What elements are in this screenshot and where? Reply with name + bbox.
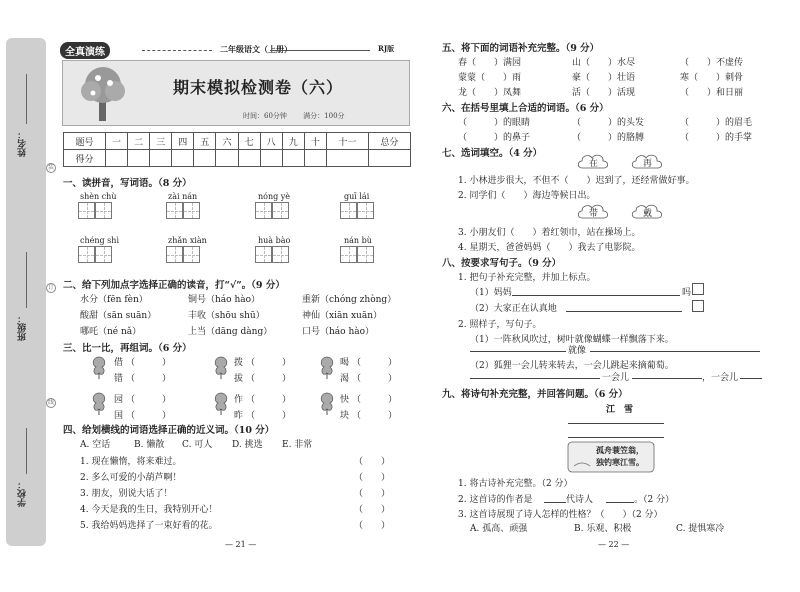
score-table-score-row bbox=[64, 150, 411, 167]
char-b: 昨 bbox=[234, 411, 244, 421]
pinyin-label: shèn chù bbox=[80, 192, 117, 201]
modifier-blank[interactable]: （ ）的头发 bbox=[572, 118, 645, 128]
word-blank[interactable]: （ ） bbox=[126, 411, 172, 421]
writing-grid[interactable] bbox=[78, 246, 112, 263]
score-row-label: 得分 bbox=[64, 150, 106, 167]
score-header-cell: 四 bbox=[172, 133, 194, 150]
synonym-option: A. 空话 bbox=[80, 440, 111, 450]
char-a: 作 bbox=[234, 395, 244, 405]
idiom-blank[interactable]: （ ）和日丽 bbox=[680, 88, 744, 98]
section-1-title: 一、读拼音，写词语。（8 分） bbox=[63, 178, 192, 189]
score-header-cell: 十 bbox=[304, 133, 326, 150]
char-b: 错 bbox=[114, 374, 124, 384]
cloud-word: 带 bbox=[589, 209, 599, 219]
reading-choice[interactable]: 口号（háo hào） bbox=[302, 327, 375, 337]
fill-sentence[interactable]: 4. 星期天，爸爸妈妈（ ）我去了电影院。 bbox=[458, 243, 641, 253]
header-divider bbox=[270, 50, 370, 51]
score-header-cell: 三 bbox=[150, 133, 172, 150]
answer-option[interactable]: B. 乐观、积极 bbox=[574, 524, 632, 534]
score-header-cell: 五 bbox=[194, 133, 216, 150]
writing-grid[interactable] bbox=[255, 246, 289, 263]
score-cell[interactable] bbox=[172, 150, 194, 167]
score-header-cell: 题号 bbox=[64, 133, 106, 150]
synonym-option: B. 懒散 bbox=[134, 440, 165, 450]
pattern-word: ，一会儿 bbox=[702, 373, 739, 383]
word-blank[interactable]: （ ） bbox=[246, 374, 292, 384]
score-header-cell: 二 bbox=[128, 133, 150, 150]
answer-line[interactable] bbox=[566, 301, 682, 312]
modifier-blank[interactable]: （ ）的眉毛 bbox=[680, 118, 753, 128]
pinyin-label: zài nán bbox=[168, 192, 198, 201]
char-a: 快 bbox=[340, 395, 350, 405]
idiom-blank[interactable]: 豪（ ）壮语 bbox=[572, 73, 636, 83]
exam-full-score: 满分：100分 bbox=[303, 112, 345, 120]
reading-choice[interactable]: 哪吒（né nǎ） bbox=[80, 327, 142, 337]
flower-icon bbox=[88, 353, 110, 379]
answer-line[interactable] bbox=[590, 343, 760, 352]
modifier-blank[interactable]: （ ）的眼睛 bbox=[458, 118, 531, 128]
cloud-word: 再 bbox=[643, 159, 653, 169]
pattern-word: 就像 bbox=[568, 346, 587, 356]
score-header-cell: 一 bbox=[105, 133, 127, 150]
class-label: 班级： bbox=[18, 314, 28, 341]
poem-question: 3. 这首诗展现了诗人怎样的性格？（ ）（2 分） bbox=[458, 510, 663, 520]
poem-question: 1. 将古诗补充完整。（2 分） bbox=[458, 479, 573, 489]
tree-illustration-icon bbox=[73, 63, 133, 125]
edition-label: RJ版 bbox=[378, 44, 395, 53]
synonym-item: 4. 今天是我的生日，我特别开心！ bbox=[80, 505, 218, 515]
writing-grid[interactable] bbox=[78, 202, 112, 219]
exam-meta bbox=[243, 111, 359, 121]
sentence-start: （1）妈妈 bbox=[470, 288, 512, 298]
word-blank[interactable]: （ ） bbox=[352, 358, 398, 368]
synonym-option: D. 挑选 bbox=[232, 440, 263, 450]
section-9-title: 九、将诗句补充完整，并回答问题。（6 分） bbox=[442, 389, 628, 400]
idiom-blank[interactable]: 山（ ）水尽 bbox=[572, 58, 636, 68]
pinyin-label: guī lái bbox=[344, 192, 370, 201]
score-table bbox=[63, 132, 411, 167]
modifier-blank[interactable]: （ ）的鼻子 bbox=[458, 133, 531, 143]
example-sentence: （1）一阵秋风吹过，树叶就像蝴蝶一样飘落下来。 bbox=[470, 335, 674, 345]
cloud-word: 在 bbox=[589, 159, 599, 169]
score-header-cell: 八 bbox=[260, 133, 282, 150]
binding-hole: 装 bbox=[47, 164, 54, 171]
fill-sentence[interactable]: 1. 小林进步很大，不但不（ ）迟到了，还经常做好事。 bbox=[458, 176, 695, 186]
char-a: 借 bbox=[114, 358, 124, 368]
class-line[interactable] bbox=[26, 252, 27, 308]
flower-icon bbox=[88, 389, 110, 415]
score-cell[interactable] bbox=[105, 150, 127, 167]
series-logo: 全真演练 bbox=[60, 42, 110, 59]
score-header-cell: 九 bbox=[282, 133, 304, 150]
score-cell[interactable] bbox=[194, 150, 216, 167]
exam-title: 期末模拟检测卷（六） bbox=[173, 78, 344, 97]
word-blank[interactable]: （ ） bbox=[352, 411, 398, 421]
score-cell[interactable] bbox=[238, 150, 260, 167]
school-line[interactable] bbox=[26, 428, 27, 474]
poem-line: 独钓寒江雪。 bbox=[596, 457, 644, 467]
poem-line: 孤舟蓑笠翁， bbox=[596, 445, 644, 455]
char-a: 园 bbox=[114, 395, 124, 405]
score-table-header-row bbox=[64, 133, 411, 150]
reading-choice[interactable]: 铜号（háo hào） bbox=[188, 295, 261, 305]
example-sentence: （2）狐狸一会儿转来转去，一会儿跳起来摘葡萄。 bbox=[470, 361, 674, 371]
page-number-right: — 22 — bbox=[598, 540, 630, 549]
answer-line[interactable] bbox=[470, 370, 600, 379]
page-header bbox=[60, 44, 410, 58]
answer-blank[interactable]: （ ） bbox=[354, 505, 391, 515]
sentence-start: （2）大家正在认真地 bbox=[470, 304, 557, 314]
exam-time: 时间：60分钟 bbox=[243, 112, 287, 120]
idiom-blank[interactable]: （ ）不虚传 bbox=[680, 58, 744, 68]
word-blank[interactable]: （ ） bbox=[126, 395, 172, 405]
char-a: 喝 bbox=[340, 358, 350, 368]
char-b: 国 bbox=[114, 411, 124, 421]
name-label: 姓名： bbox=[18, 130, 28, 157]
pinyin-label: nán bù bbox=[344, 236, 372, 245]
binding-hole: 线 bbox=[47, 399, 54, 406]
reading-choice[interactable]: 水分（fēn fèn） bbox=[80, 295, 148, 305]
answer-blank[interactable]: （ ） bbox=[354, 521, 391, 531]
word-blank[interactable]: （ ） bbox=[352, 395, 398, 405]
score-header-cell: 六 bbox=[216, 133, 238, 150]
section-4-title: 四、给划横线的词语选择正确的近义词。（10 分） bbox=[63, 425, 275, 436]
section-3-title: 三、比一比，再组词。（6 分） bbox=[63, 343, 192, 354]
score-cell[interactable] bbox=[128, 150, 150, 167]
answer-line[interactable] bbox=[632, 370, 702, 379]
word-blank[interactable]: （ ） bbox=[126, 374, 172, 384]
synonym-item: 3. 朋友，别说大话了！ bbox=[80, 489, 173, 499]
binding-hole: 订 bbox=[47, 284, 54, 291]
idiom-blank[interactable]: 春（ ）满园 bbox=[458, 58, 522, 68]
poem-question: 2. 这首诗的作者是 bbox=[458, 495, 533, 505]
score-cell[interactable] bbox=[260, 150, 282, 167]
score-header-cell: 十一 bbox=[326, 133, 368, 150]
section-8-title: 八、按要求写句子。（9 分） bbox=[442, 258, 562, 269]
char-b: 渴 bbox=[340, 374, 350, 384]
answer-line[interactable] bbox=[512, 285, 680, 296]
sub-question: 2. 照样子，写句子。 bbox=[458, 320, 542, 330]
idiom-blank[interactable]: 寒（ ）刺骨 bbox=[680, 73, 744, 83]
score-cell[interactable] bbox=[282, 150, 304, 167]
answer-blank[interactable]: （ ） bbox=[354, 489, 391, 499]
synonym-option: C. 可人 bbox=[182, 440, 213, 450]
writing-grid[interactable] bbox=[340, 246, 374, 263]
score-cell[interactable] bbox=[368, 150, 410, 167]
name-line[interactable] bbox=[26, 74, 27, 124]
punctuation-box[interactable] bbox=[692, 283, 704, 295]
poem-question: 。（2 分） bbox=[634, 495, 675, 505]
idiom-blank[interactable]: 龙（ ）凤舞 bbox=[458, 88, 522, 98]
pinyin-label: huà bào bbox=[258, 236, 291, 245]
idiom-blank[interactable]: 活（ ）活现 bbox=[572, 88, 636, 98]
answer-blank[interactable]: （ ） bbox=[354, 457, 391, 467]
poem-blank-line[interactable] bbox=[568, 430, 664, 438]
answer-line[interactable] bbox=[606, 492, 634, 503]
flower-icon bbox=[210, 353, 232, 379]
page-number-left: — 21 — bbox=[225, 540, 257, 549]
answer-line[interactable] bbox=[544, 492, 566, 503]
synonym-item: 1. 现在懒惰，将来难过。 bbox=[80, 457, 182, 467]
reading-choice[interactable]: 上当（dāng dàng） bbox=[188, 327, 273, 337]
fill-sentence[interactable]: 2. 同学们（ ）海边等候日出。 bbox=[458, 191, 596, 201]
writing-grid[interactable] bbox=[166, 246, 200, 263]
idiom-blank[interactable]: 蒙蒙（ ）雨 bbox=[458, 73, 522, 83]
writing-grid[interactable] bbox=[255, 202, 289, 219]
score-cell[interactable] bbox=[304, 150, 326, 167]
score-cell[interactable] bbox=[326, 150, 368, 167]
word-blank[interactable]: （ ） bbox=[126, 358, 172, 368]
poem-question: 代诗人 bbox=[566, 495, 594, 505]
section-7-title: 七、选词填空。（4 分） bbox=[442, 148, 543, 159]
pinyin-label: chéng shì bbox=[80, 236, 119, 245]
grade-label: 二年级语文（上册） bbox=[220, 44, 292, 54]
header-divider bbox=[142, 50, 212, 51]
title-banner bbox=[62, 60, 410, 126]
answer-option[interactable]: A. 孤高、顽强 bbox=[470, 524, 528, 534]
sentence-end: 吗 bbox=[682, 288, 692, 298]
char-a: 拨 bbox=[234, 358, 244, 368]
pinyin-label: zhǎn xiàn bbox=[168, 236, 207, 245]
answer-line[interactable] bbox=[470, 343, 566, 352]
cloud-word: 戴 bbox=[643, 209, 653, 219]
reading-choice[interactable]: 酸甜（sān suān） bbox=[80, 311, 157, 321]
reading-choice[interactable]: 重新（chóng zhòng） bbox=[302, 295, 397, 305]
word-blank[interactable]: （ ） bbox=[246, 358, 292, 368]
modifier-blank[interactable]: （ ）的胳膊 bbox=[572, 133, 645, 143]
word-blank[interactable]: （ ） bbox=[246, 411, 292, 421]
word-blank[interactable]: （ ） bbox=[246, 395, 292, 405]
sub-question: 1. 把句子补充完整，并加上标点。 bbox=[458, 273, 596, 283]
answer-line[interactable] bbox=[740, 370, 762, 379]
char-b: 块 bbox=[340, 411, 350, 421]
fill-sentence[interactable]: 3. 小朋友们（ ）着红领巾，站在操场上。 bbox=[458, 228, 641, 238]
pinyin-label: nóng yè bbox=[258, 192, 291, 201]
flower-icon bbox=[316, 389, 338, 415]
answer-option[interactable]: C. 提惧寒冷 bbox=[676, 524, 725, 534]
writing-grid[interactable] bbox=[340, 202, 374, 219]
synonym-item: 5. 我给妈妈选择了一束好看的花。 bbox=[80, 521, 218, 531]
word-blank[interactable]: （ ） bbox=[352, 374, 398, 384]
punctuation-box[interactable] bbox=[692, 300, 704, 312]
flower-icon bbox=[210, 389, 232, 415]
modifier-blank[interactable]: （ ）的手掌 bbox=[680, 133, 753, 143]
poem-title: 江 雪 bbox=[606, 405, 634, 415]
char-b: 拔 bbox=[234, 374, 244, 384]
synonym-option: E. 非常 bbox=[282, 440, 313, 450]
writing-grid[interactable] bbox=[166, 202, 200, 219]
synonym-item: 2. 多么可爱的小葫芦啊！ bbox=[80, 473, 182, 483]
score-header-cell: 总分 bbox=[368, 133, 410, 150]
flower-icon bbox=[316, 353, 338, 379]
section-6-title: 六、在括号里填上合适的词语。（6 分） bbox=[442, 103, 609, 114]
answer-blank[interactable]: （ ） bbox=[354, 473, 391, 483]
binding-strip bbox=[6, 38, 46, 546]
reading-choice[interactable]: 神仙（xiān xuān） bbox=[302, 311, 383, 321]
section-2-title: 二、给下列加点字选择正确的读音，打“√”。（9 分） bbox=[63, 280, 285, 291]
score-cell[interactable] bbox=[150, 150, 172, 167]
poem-blank-line[interactable] bbox=[568, 416, 664, 424]
pattern-word: 一会儿 bbox=[602, 373, 630, 383]
score-cell[interactable] bbox=[216, 150, 238, 167]
reading-choice[interactable]: 丰收（shōu shū） bbox=[188, 311, 265, 321]
score-header-cell: 七 bbox=[238, 133, 260, 150]
school-label: 学校： bbox=[18, 480, 28, 507]
section-5-title: 五、将下面的词语补充完整。（9 分） bbox=[442, 43, 600, 54]
